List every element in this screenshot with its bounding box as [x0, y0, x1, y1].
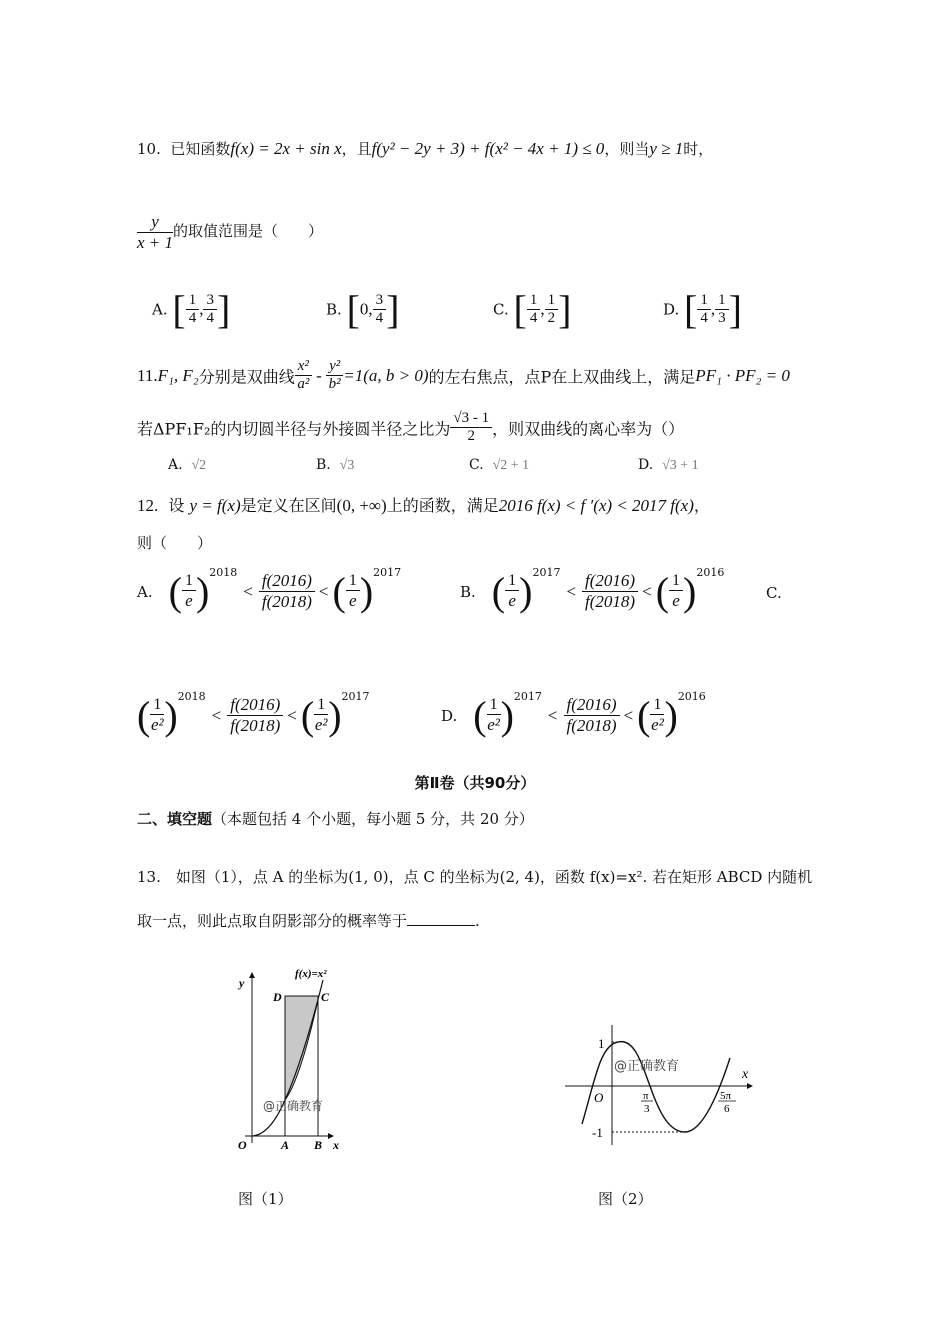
paren-term-right: ( $\frac{1}{\text{e²}}$ )$^{2016}$ [637, 689, 706, 738]
q12-option-c-label[interactable]: C. [766, 584, 782, 602]
a-label: A [281, 1138, 290, 1150]
option-label: A. [152, 300, 168, 319]
paren-exponent: 2018 [209, 565, 238, 579]
option-value: √3 [339, 458, 355, 473]
paren-term-left: ( $\frac{1}{e}$ )$^{2017}$ [491, 565, 561, 614]
c-lden: 4 [529, 310, 538, 326]
q10-number: 10. [137, 140, 161, 158]
d-label: D [273, 990, 282, 1004]
option-label: D. [638, 457, 654, 473]
q10-function: f(x) = 2x + sin x [230, 139, 342, 158]
a-lnum: 1 [186, 292, 200, 310]
ratio-num: f(2016) [582, 571, 638, 592]
q10-cond-lead: ，且 [341, 140, 372, 158]
b-rnum: 3 [373, 292, 387, 310]
answer-blank[interactable] [407, 911, 475, 926]
q11-line2 [137, 410, 684, 446]
q12-comma: ， [693, 496, 710, 515]
q10-line2 [137, 212, 323, 252]
d-rnum: 1 [715, 292, 729, 310]
option-label: A. [137, 582, 153, 601]
paren-exponent: 2017 [513, 689, 542, 703]
shaded-region [285, 996, 318, 1100]
q10-when: y ≥ 1 [649, 139, 684, 158]
section-title: 第Ⅱ卷（共90分） [414, 774, 536, 792]
option-label: C. [493, 300, 509, 319]
pi3-num: π [643, 1090, 649, 1102]
c-label: C [321, 990, 330, 1004]
paren-exponent: 2017 [532, 565, 561, 579]
q11-eq-tail: =1(a, b > 0) [343, 365, 429, 385]
q10-when-lead: ，则当 [604, 140, 650, 158]
q10-ask: 的取值范围是（ ） [173, 222, 324, 241]
q11-text4: ，则双曲线的离心率为（） [492, 419, 685, 439]
b-label: B [314, 1138, 323, 1150]
option-label: C. [469, 457, 484, 473]
d-lnum: 1 [697, 292, 711, 310]
q11-text3: 若ΔPF₁F₂的内切圆半径与外接圆半径之比为 [137, 419, 451, 439]
paren-den: e² [487, 715, 500, 735]
c-lnum: 1 [527, 292, 541, 310]
q13-text: 取一点，则此点取自阴影部分的概率等于 [137, 912, 408, 930]
q11-text1: 分别是双曲线 [198, 367, 295, 387]
q11-ratio-num: √3 - 1 [450, 410, 492, 428]
ratio-den: f(2018) [585, 592, 636, 611]
q12-text1: 设 [168, 496, 185, 515]
paren-den: e² [651, 715, 664, 735]
q11-a2: a² [297, 376, 310, 393]
paren-exponent: 2017 [341, 689, 370, 703]
q11-x2: x² [295, 358, 312, 376]
paren-num: 1 [150, 696, 164, 715]
pi56-den: 6 [724, 1103, 730, 1115]
lt-sign: < [566, 581, 577, 601]
watermark: @正确教育 [614, 1059, 680, 1074]
paren-num: 1 [650, 696, 664, 715]
pi3-den: 3 [644, 1103, 650, 1115]
ratio-den: f(2018) [261, 592, 312, 611]
ratio-den: f(2018) [230, 716, 281, 735]
q11-option-b[interactable] [316, 457, 354, 474]
watermark: @正确教育 [263, 1099, 324, 1113]
q11-option-c[interactable] [469, 457, 529, 474]
q12-option-a[interactable] [137, 565, 402, 615]
x-label: x [742, 1067, 749, 1082]
lt-sign: < [318, 581, 329, 601]
ratio-num: f(2016) [259, 571, 315, 592]
paren-num: 1 [314, 696, 328, 715]
paren-term-right: ( $\frac{1}{\text{e²}}$ )$^{2017}$ [300, 689, 370, 738]
q12-option-b[interactable] [460, 565, 725, 615]
q11-line1: 11.F₁, F₂分别是双曲线 $\frac{\text{x²}}{\text{a²}}$ - $\frac{\text{y²}}{\text{b²}}$ =1(a, b > 0)的左右焦点，点P在上双曲线上，满足PF₁ · PF₂ = 0 [137, 358, 790, 393]
q11-ratio-den: 2 [467, 428, 475, 445]
q12-option-d[interactable] [441, 689, 706, 739]
figure-2-caption: 图（2） [598, 1190, 653, 1208]
q11-b2: b² [328, 376, 341, 393]
option-label: A. [168, 457, 183, 473]
c-rnum: 1 [545, 292, 559, 310]
q12-inequality: 2016 f(x) < f ′(x) < 2017 f(x) [498, 496, 694, 515]
d-lden: 4 [700, 310, 708, 326]
paren-den: e [185, 591, 193, 611]
q13-line1: 13. 如图（1），点 A 的坐标为(1, 0)，点 C 的坐标为(2, 4)，函数 f(x)=x². 若在矩形 ABCD 内随机 [137, 868, 813, 886]
paren-num: 1 [346, 572, 360, 591]
q10-option-d[interactable]: D. [ $\frac{1}{4}$ , $\frac{1}{3}$ ] [663, 287, 742, 332]
figure-1-caption: 图（1） [238, 1190, 293, 1208]
q11-option-a[interactable] [168, 457, 206, 474]
paren-term-left: ( $\frac{1}{\text{e²}}$ )$^{2018}$ [137, 689, 206, 738]
q11-text2: 的左右焦点，点P在上双曲线上，满足 [428, 367, 696, 387]
paren-exponent: 2017 [373, 565, 402, 579]
c-rden: 2 [547, 310, 556, 326]
q12-line1 [137, 493, 710, 516]
paren-exponent: 2016 [696, 565, 725, 579]
o-label: O [594, 1090, 604, 1105]
paren-den: e² [151, 715, 164, 735]
option-label: D. [441, 706, 458, 725]
paren-den: e [672, 591, 680, 611]
lt-sign: < [623, 705, 634, 725]
figure-2 [560, 1020, 760, 1150]
paren-term-left: ( $\frac{1}{e}$ )$^{2018}$ [168, 565, 238, 614]
o-label: O [238, 1138, 247, 1150]
figure-1 [225, 965, 360, 1150]
q10-option-a[interactable]: A. [ $\frac{1}{4}$ , $\frac{3}{4}$ ] [152, 287, 231, 332]
lt-sign: < [211, 705, 222, 725]
option-label: B. [326, 300, 342, 319]
sine-curve [582, 1042, 730, 1132]
d-rden: 3 [718, 310, 726, 326]
paren-term-right: ( $\frac{1}{e}$ )$^{2017}$ [332, 565, 402, 614]
q11-foci: F₁, F₂ [157, 365, 199, 385]
paren-den: e [508, 591, 516, 611]
ratio-num: f(2016) [227, 695, 283, 716]
neg-one-label: -1 [592, 1125, 603, 1140]
lt-sign: < [243, 581, 253, 601]
option-value: √2 [191, 458, 207, 473]
q10-option-c[interactable]: C. [ $\frac{1}{4}$ , $\frac{1}{2}$ ] [493, 287, 572, 332]
b-rden: 4 [375, 310, 384, 326]
heading-note: （本题包括 4 个小题，每小题 5 分，共 20 分） [212, 810, 534, 828]
q10-frac-num: y [137, 212, 173, 233]
b-lval: 0 [359, 299, 369, 319]
func-label: f(x)=x² [295, 968, 327, 980]
paren-den: e [349, 591, 357, 611]
paren-den: e² [314, 715, 328, 735]
paren-exponent: 2018 [177, 689, 206, 703]
q10-fraction [137, 212, 173, 252]
q11-option-d[interactable] [638, 457, 699, 474]
q12-number: 12. [137, 496, 159, 515]
paren-num: 1 [505, 572, 519, 591]
option-label: B. [460, 582, 476, 601]
lt-sign: < [547, 705, 558, 725]
q10-lead: 已知函数 [170, 140, 231, 158]
paren-num: 1 [182, 572, 196, 591]
x-label: x [333, 1138, 339, 1150]
a-rnum: 3 [203, 292, 217, 310]
option-value: √3 + 1 [662, 458, 699, 473]
q10-line1 [137, 138, 713, 159]
paren-exponent: 2016 [677, 689, 706, 703]
pi56-num: 5π [720, 1090, 732, 1102]
lt-sign: < [642, 581, 652, 601]
q10-condition: f(y² − 2y + 3) + f(x² − 4x + 1) ≤ 0 [371, 139, 605, 158]
ratio-den: f(2018) [566, 716, 617, 735]
q12-text2: 是定义在区间 [240, 496, 337, 515]
q13-end: . [475, 912, 480, 930]
paren-term-left: ( $\frac{1}{\text{e²}}$ )$^{2017}$ [473, 689, 542, 738]
lt-sign: < [287, 705, 297, 725]
a-rden: 4 [206, 310, 214, 326]
q10-frac-den: x + 1 [137, 232, 174, 252]
paren-num: 1 [487, 696, 501, 715]
q12-yfx: y = f(x) [189, 496, 241, 515]
a-lden: 4 [188, 310, 197, 326]
q12-interval: (0, +∞) [336, 496, 387, 515]
q11-vector: PF₁ · PF₂ = 0 [695, 365, 790, 385]
option-label: D. [663, 300, 680, 319]
heading-label: 二、填空题 [137, 810, 213, 828]
option-value: √2 + 1 [492, 458, 530, 473]
one-label: 1 [598, 1036, 605, 1051]
q12-then: 则（ ） [137, 534, 213, 552]
q11-number: 11. [137, 365, 158, 385]
q11-y2: y² [326, 358, 343, 376]
paren-num: 1 [669, 572, 683, 591]
option-label: B. [316, 457, 331, 473]
q12-option-c[interactable] [137, 689, 370, 739]
ratio-num: f(2016) [564, 695, 620, 716]
paren-term-right: ( $\frac{1}{e}$ )$^{2016}$ [655, 565, 725, 614]
section-heading [137, 808, 534, 829]
y-label: y [239, 976, 245, 990]
q10-when-tail: 时， [683, 140, 714, 158]
q12-text3: 上的函数，满足 [386, 496, 499, 515]
q13-line2 [137, 910, 480, 931]
q10-option-b[interactable]: B. [0, $\frac{3}{4}$ ] [326, 287, 400, 332]
